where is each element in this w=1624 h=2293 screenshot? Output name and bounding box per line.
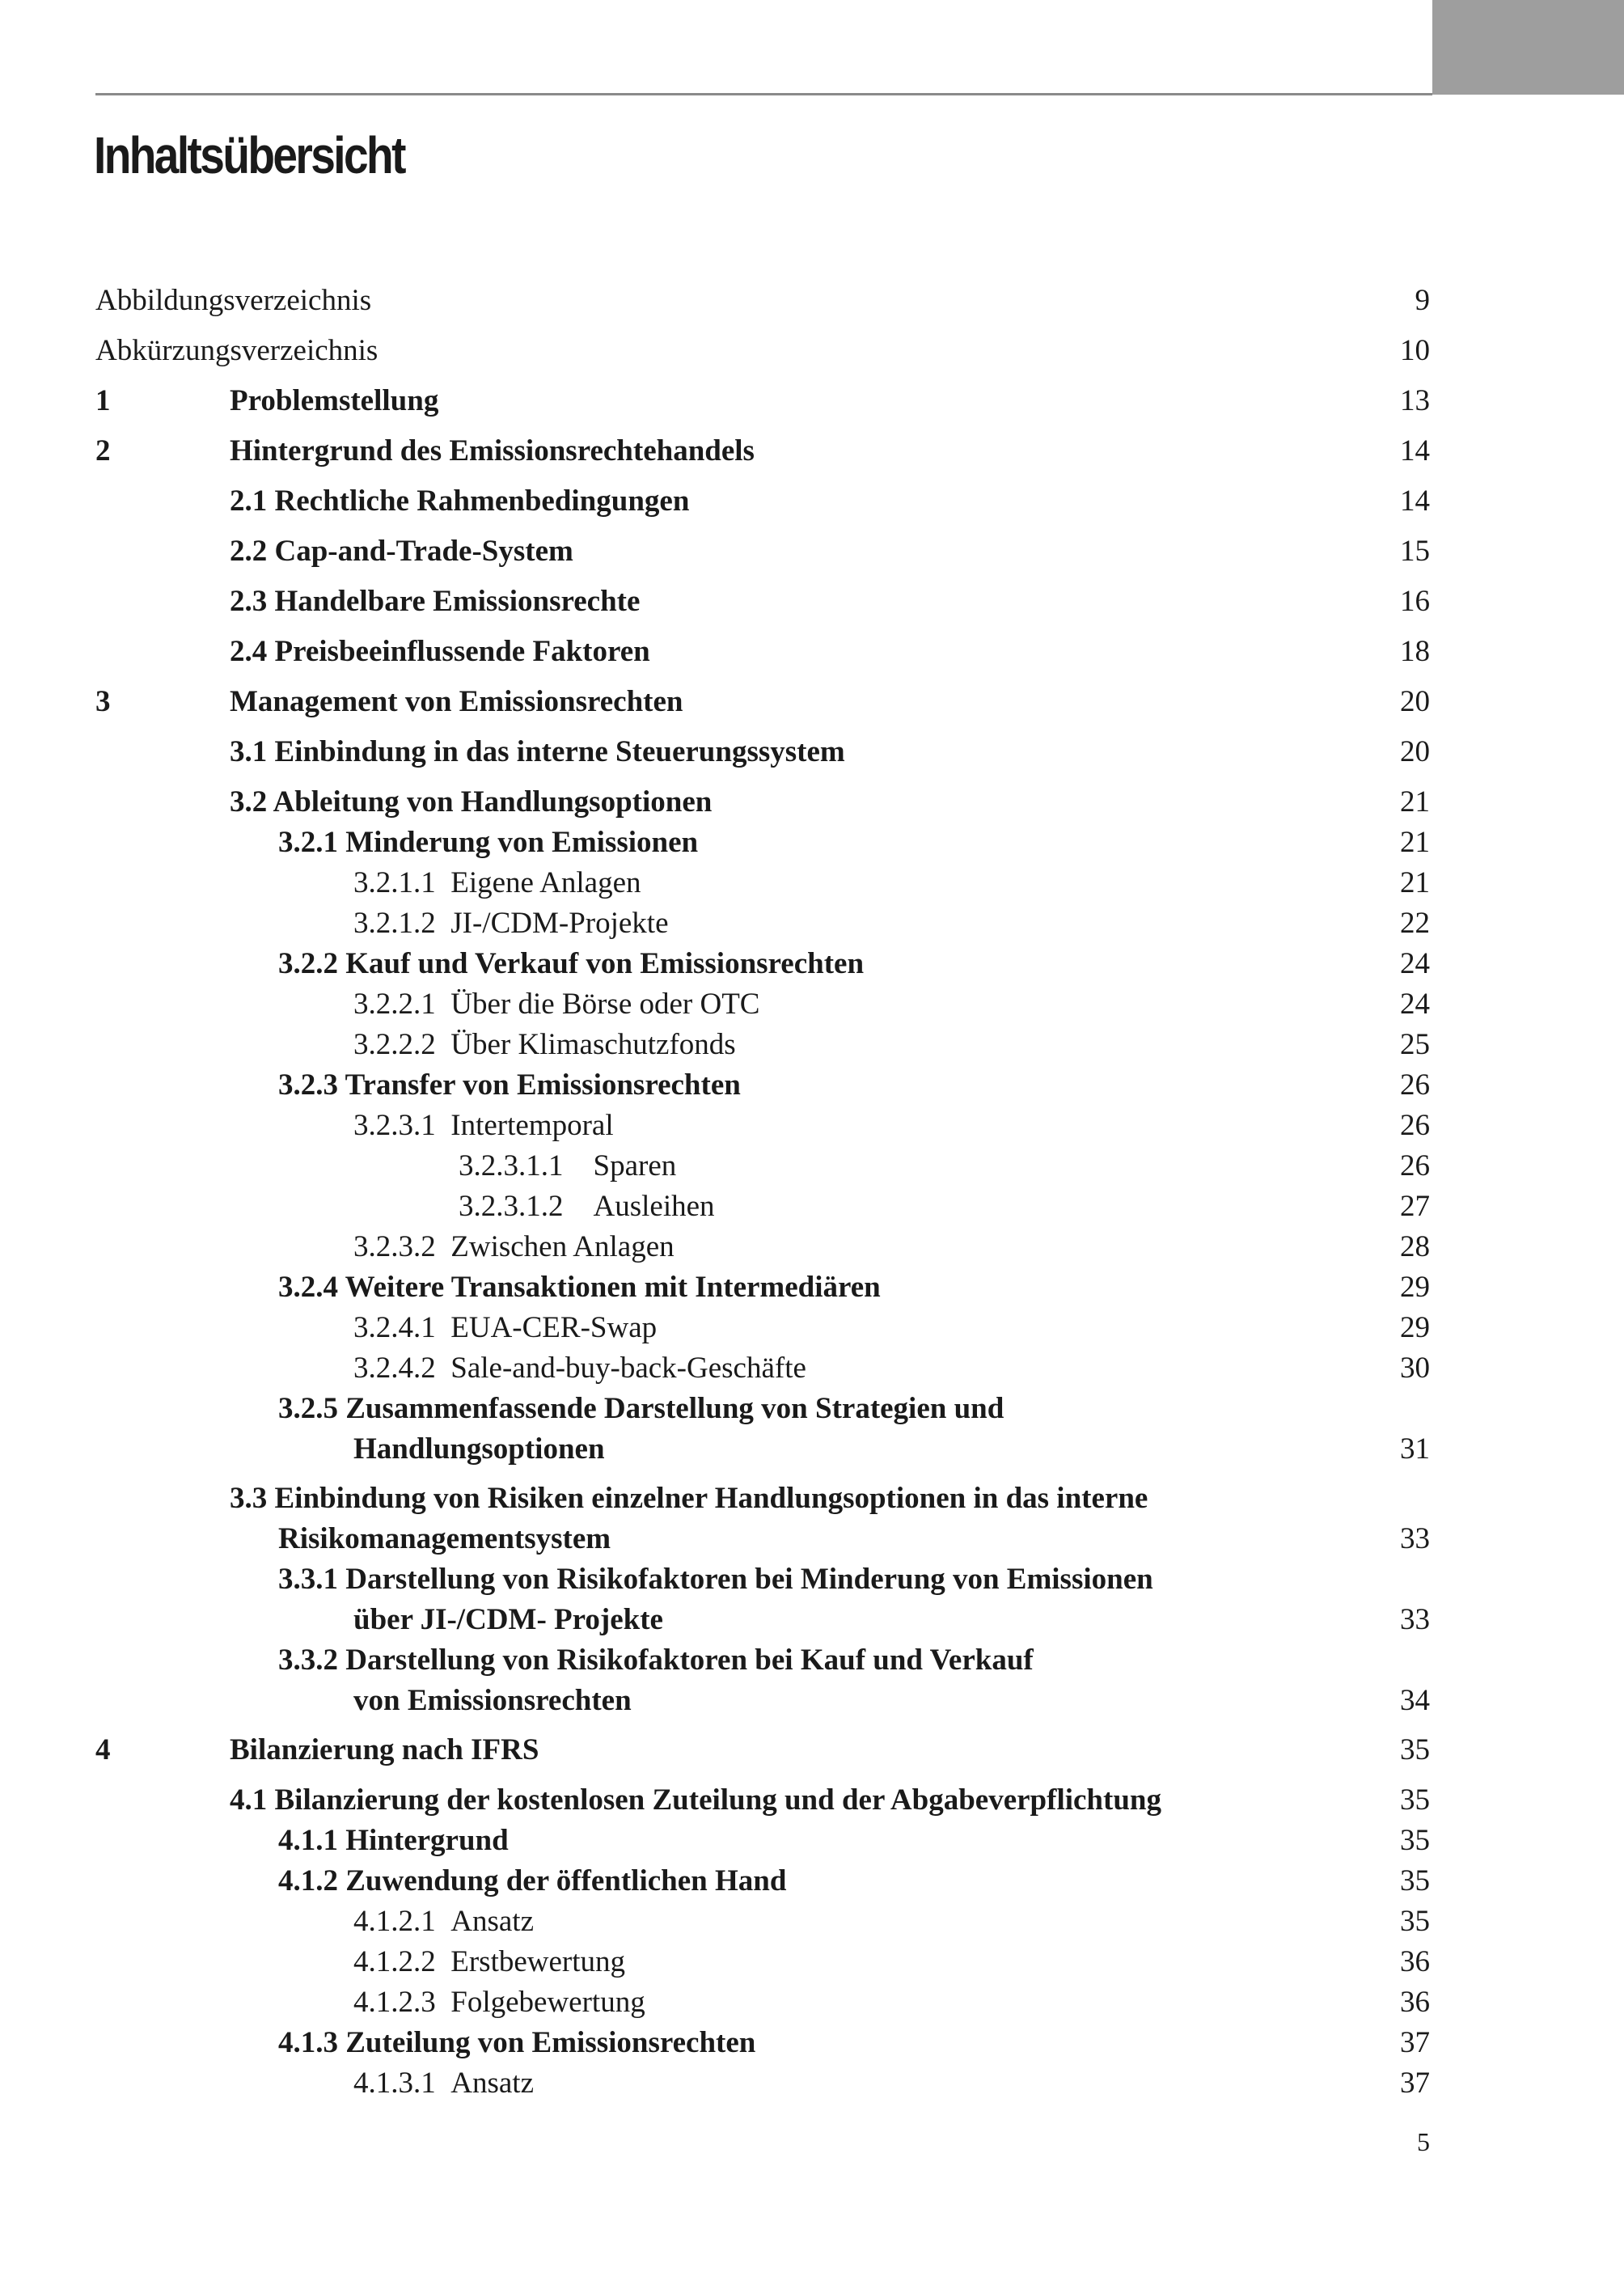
toc-entry-label: Transfer von Emissionsrechten — [345, 1068, 741, 1102]
toc-entry-page: 35 — [1400, 1733, 1430, 1766]
toc-entry-label: Einbindung in das interne Steuerungssystem — [274, 735, 845, 768]
toc-entry-number: 3.2.3.1 — [353, 1109, 436, 1142]
toc-entry-number: 3.3.2 — [278, 1644, 338, 1677]
toc-entry-label: EUA-CER-Swap — [450, 1311, 658, 1344]
toc-entry-label: Zuteilung von Emissionsrechten — [345, 2026, 756, 2059]
toc-entry-number: 3.2.3.2 — [353, 1230, 436, 1263]
toc-entry-number: 4.1 — [230, 1783, 268, 1817]
toc-entry-label-continued: Risikomanagementsystem — [278, 1522, 611, 1555]
toc-entry-page: 20 — [1400, 685, 1430, 718]
toc-entry-label: Darstellung von Risikofaktoren bei Minderung von Emissionen — [345, 1563, 1153, 1596]
toc-entry-label: Zusammenfassende Darstellung von Strategien und — [345, 1392, 1004, 1425]
toc-entry-label: Preisbeeinflussende Faktoren — [274, 635, 650, 668]
toc-entry-page: 26 — [1400, 1109, 1430, 1142]
toc-entry-number: 3.1 — [230, 735, 268, 768]
top-rule — [95, 93, 1432, 95]
toc-entry-label: Problemstellung — [230, 384, 439, 417]
toc-entry-label: Zwischen Anlagen — [450, 1230, 675, 1263]
toc-entry-number: 3.2.4.1 — [353, 1311, 436, 1344]
toc-entry-page: 35 — [1400, 1824, 1430, 1857]
toc-entry-number: 3.2.2 — [278, 947, 338, 980]
toc-entry-page: 36 — [1400, 1945, 1430, 1978]
toc-entry-label: Hintergrund — [345, 1824, 509, 1857]
toc-entry-label: Bilanzierung nach IFRS — [230, 1733, 539, 1766]
toc-entry-number: 3.2.2.2 — [353, 1028, 436, 1061]
toc-entry-label: Sale-and-buy-back-Geschäfte — [450, 1352, 806, 1385]
toc-entry-label: Darstellung von Risikofaktoren bei Kauf und Verkauf — [345, 1644, 1034, 1677]
toc-entry[interactable] — [0, 1640, 1624, 1721]
corner-tab — [1432, 0, 1624, 95]
toc-entry-number: 3.2.3.1.1 — [459, 1149, 564, 1182]
toc-entry-label: Ansatz — [450, 1905, 534, 1938]
toc-entry-page: 21 — [1400, 785, 1430, 819]
toc-entry-number: 3.3 — [230, 1482, 268, 1515]
toc-entry-label: Über Klimaschutzfonds — [450, 1028, 736, 1061]
toc-entry-page: 14 — [1400, 434, 1430, 467]
toc-entry-page: 24 — [1400, 947, 1430, 980]
toc-entry-number: 3.2 — [230, 785, 268, 819]
toc-entry-number: 4 — [95, 1733, 111, 1766]
toc-entry-label-continued: von Emissionsrechten — [353, 1684, 632, 1717]
page-title: Inhaltsübersicht — [94, 126, 404, 184]
toc-entry-page: 22 — [1400, 907, 1430, 940]
toc-entry-page: 14 — [1400, 484, 1430, 518]
toc-entry-page: 37 — [1400, 2026, 1430, 2059]
toc-entry-label: Über die Börse oder OTC — [450, 988, 760, 1021]
toc-entry-page: 10 — [1400, 334, 1430, 367]
page-number: 5 — [1417, 2127, 1430, 2156]
toc-entry-label: Management von Emissionsrechten — [230, 685, 683, 718]
toc-entry-page: 36 — [1400, 1986, 1430, 2019]
toc-entry-number: 4.1.2.3 — [353, 1986, 436, 2019]
toc-entry-label: Eigene Anlagen — [450, 866, 641, 899]
toc-entry-page: 34 — [1400, 1684, 1430, 1717]
toc-entry-label: Cap-and-Trade-System — [274, 535, 573, 568]
toc-entry-page: 31 — [1400, 1432, 1430, 1466]
toc-entry-number: 3.2.2.1 — [353, 988, 436, 1021]
toc-entry-number: 2.4 — [230, 635, 268, 668]
toc-entry-page: 16 — [1400, 585, 1430, 618]
toc-entry-page: 9 — [1415, 284, 1430, 317]
toc-entry-number: 2.2 — [230, 535, 268, 568]
toc-entry-number: 4.1.2.2 — [353, 1945, 436, 1978]
toc-entry-label: JI-/CDM-Projekte — [450, 907, 669, 940]
toc-entry-label: Zuwendung der öffentlichen Hand — [345, 1864, 787, 1897]
toc-entry-label: Einbindung von Risiken einzelner Handlungsoptionen in das interne — [274, 1482, 1148, 1515]
toc-entry-label: Ausleihen — [593, 1190, 715, 1223]
toc-entry-number: 3.2.5 — [278, 1392, 338, 1425]
toc-entry-page: 35 — [1400, 1905, 1430, 1938]
toc-entry-label: Handelbare Emissionsrechte — [274, 585, 641, 618]
toc-entry-number: 3.2.4 — [278, 1271, 338, 1304]
toc-entry[interactable] — [0, 1559, 1624, 1640]
toc-entry-label: Ableitung von Handlungsoptionen — [273, 785, 713, 819]
toc-entry-page: 26 — [1400, 1068, 1430, 1102]
toc-entry-label-continued: über JI-/CDM- Projekte — [353, 1603, 663, 1636]
toc-entry-label: Intertemporal — [450, 1109, 614, 1142]
toc-entry-number: 3.2.1.2 — [353, 907, 436, 940]
toc-entry-label: Rechtliche Rahmenbedingungen — [274, 484, 690, 518]
toc-entry-page: 29 — [1400, 1311, 1430, 1344]
toc-entry-page: 21 — [1400, 826, 1430, 859]
toc-entry-page: 37 — [1400, 2067, 1430, 2100]
toc-entry-page: 35 — [1400, 1864, 1430, 1897]
toc-entry-number: 3.3.1 — [278, 1563, 338, 1596]
toc-entry-label: Folgebewertung — [450, 1986, 645, 2019]
toc-entry-page: 13 — [1400, 384, 1430, 417]
toc-entry[interactable] — [0, 1479, 1624, 1559]
toc-entry-page: 15 — [1400, 535, 1430, 568]
toc-entry-number: 3.2.1.1 — [353, 866, 436, 899]
toc-entry-label: Sparen — [593, 1149, 677, 1182]
toc-entry-page: 33 — [1400, 1603, 1430, 1636]
toc-entry-number: 4.1.2.1 — [353, 1905, 436, 1938]
toc-entry-label: Kauf und Verkauf von Emissionsrechten — [345, 947, 865, 980]
toc-entry-number: 2 — [95, 434, 111, 467]
toc-entry-page: 35 — [1400, 1783, 1430, 1817]
toc-entry-label-continued: Handlungsoptionen — [353, 1432, 605, 1466]
toc-entry-page: 24 — [1400, 988, 1430, 1021]
toc-entry-page: 30 — [1400, 1352, 1430, 1385]
toc-entry-page: 28 — [1400, 1230, 1430, 1263]
toc-entry-number: 2.3 — [230, 585, 268, 618]
toc-entry-number: 4.1.1 — [278, 1824, 338, 1857]
toc-entry-label: Abkürzungsverzeichnis — [95, 334, 379, 367]
toc-entry-label: Ansatz — [450, 2067, 534, 2100]
toc-entry-page: 26 — [1400, 1149, 1430, 1182]
toc-entry[interactable] — [0, 1389, 1624, 1470]
toc-entry-page: 33 — [1400, 1522, 1430, 1555]
toc-entry-number: 3.2.3.1.2 — [459, 1190, 564, 1223]
toc-entry-number: 2.1 — [230, 484, 268, 518]
toc-entry-label: Weitere Transaktionen mit Intermediären — [345, 1271, 881, 1304]
toc-entry-number: 4.1.3.1 — [353, 2067, 436, 2100]
toc-entry-page: 29 — [1400, 1271, 1430, 1304]
toc-entry-page: 27 — [1400, 1190, 1430, 1223]
toc-entry-number: 3 — [95, 685, 111, 718]
toc-entry-page: 18 — [1400, 635, 1430, 668]
toc-entry-label: Hintergrund des Emissionsrechtehandels — [230, 434, 755, 467]
toc-entry-number: 3.2.1 — [278, 826, 338, 859]
toc-entry-label: Bilanzierung der kostenlosen Zuteilung und der Abgabeverpflichtung — [274, 1783, 1161, 1817]
toc-entry-label: Erstbewertung — [450, 1945, 626, 1978]
toc-entry-number: 4.1.2 — [278, 1864, 338, 1897]
toc-entry-page: 21 — [1400, 866, 1430, 899]
toc-entry-label: Minderung von Emissionen — [345, 826, 699, 859]
toc-entry-number: 3.2.4.2 — [353, 1352, 436, 1385]
toc-entry-page: 25 — [1400, 1028, 1430, 1061]
toc-entry-page: 20 — [1400, 735, 1430, 768]
toc-entry-label: Abbildungsverzeichnis — [95, 284, 372, 317]
toc-entry-number: 4.1.3 — [278, 2026, 338, 2059]
toc-entry-number: 3.2.3 — [278, 1068, 338, 1102]
toc-entry-number: 1 — [95, 384, 111, 417]
